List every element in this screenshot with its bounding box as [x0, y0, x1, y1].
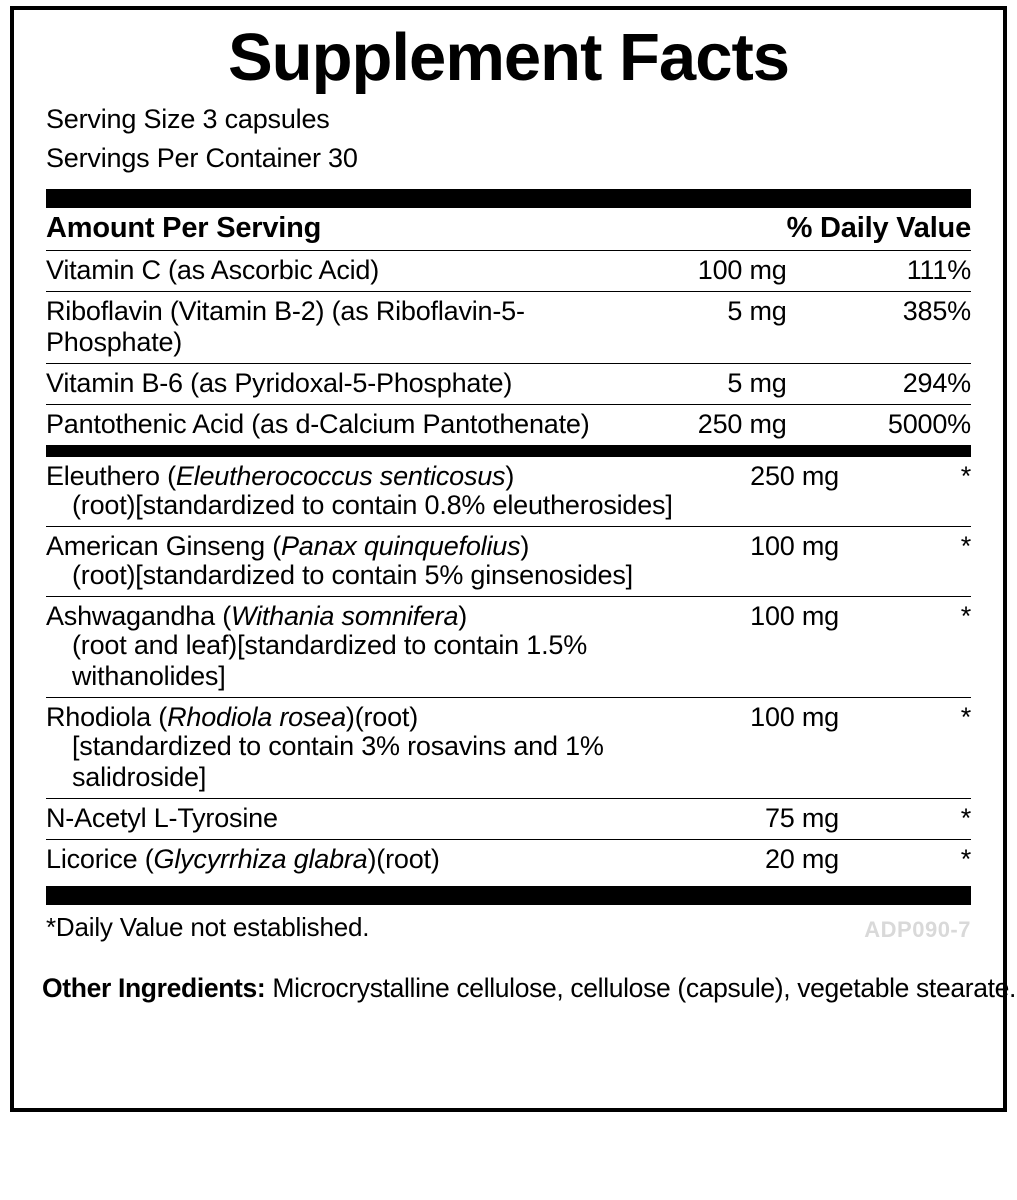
serving-size: Serving Size 3 capsules: [46, 104, 330, 135]
nutrient-amount: 5 mg: [637, 292, 787, 364]
table-row: [46, 364, 971, 405]
ingredient-name: [46, 597, 689, 698]
table-row: [46, 840, 971, 881]
ingredient-detail: (root)[standardized to contain 0.8% eleutherosides]: [72, 490, 673, 521]
ingredient-detail: [standardized to contain 3% rosavins and 1% salidroside]: [72, 731, 604, 793]
ingredient-latin-name: Eleutherococcus senticosus: [175, 461, 506, 492]
table-row: [46, 251, 971, 292]
ingredient-amount: 20 mg: [764, 844, 839, 875]
ingredient-dv: *: [839, 457, 971, 527]
ingredient-name: [46, 698, 689, 799]
ingredient-amount: 75 mg: [689, 799, 839, 840]
ingredient-amount: 250 mg: [689, 457, 839, 527]
ingredient-latin-name: Withania somnifera: [231, 601, 459, 632]
footnote-row: [46, 905, 971, 955]
product-code: ADP090-7: [864, 917, 971, 943]
herbal-table: [46, 457, 971, 880]
ingredient-dv: *: [839, 698, 971, 799]
nutrient-dv: 294%: [787, 364, 971, 405]
divider-thick-bottom: [46, 886, 971, 905]
table-row: [46, 292, 971, 364]
divider-thick-top: [46, 189, 971, 208]
nutrient-dv: 5000%: [887, 409, 971, 440]
ingredient-latin-name: Glycyrrhiza glabra: [153, 844, 368, 875]
ingredient-name-pre: Licorice (: [46, 844, 154, 875]
table-row: [46, 597, 971, 698]
ingredient-detail: (root)[standardized to contain 5% ginsenosides]: [72, 560, 633, 591]
ingredient-amount: 100 mg: [689, 527, 839, 597]
ingredient-name-pre: American Ginseng (: [46, 531, 281, 562]
ingredient-name-post: ): [520, 531, 530, 562]
ingredient-name: N-Acetyl L-Tyrosine: [46, 799, 689, 840]
ingredient-detail: (root and leaf)[standardized to contain 1.5% withanolides]: [72, 630, 588, 692]
ingredient-name-pre: Eleuthero (: [46, 461, 176, 492]
header-daily-value: % Daily Value: [787, 208, 971, 251]
ingredient-latin-name: Rhodiola rosea: [167, 702, 346, 733]
table-row: [46, 457, 971, 527]
nutrient-name: Vitamin B-6 (as Pyridoxal-5-Phosphate): [46, 364, 637, 405]
table-row: [46, 698, 971, 799]
other-ingredients-text: Microcrystalline cellulose, cellulose (capsule), vegetable stearate.: [272, 973, 1016, 1004]
divider-thick-middle: [46, 445, 971, 457]
servings-per-container: Servings Per Container 30: [46, 142, 358, 173]
ingredient-latin-name: Panax quinquefolius: [281, 531, 521, 562]
nutrient-amount: 5 mg: [637, 364, 787, 405]
header-amount-spacer: [637, 208, 787, 251]
nutrient-name: Riboflavin (Vitamin B-2) (as Riboflavin-5-Phosphate): [46, 292, 637, 364]
other-ingredients: [28, 955, 1016, 1005]
ingredient-name: [46, 457, 689, 527]
nutrient-name: Vitamin C (as Ascorbic Acid): [46, 251, 637, 292]
table-row: [46, 527, 971, 597]
nutrition-table: [46, 208, 971, 445]
ingredient-name-pre: Ashwagandha (: [46, 601, 232, 632]
ingredient-name-post: ): [505, 461, 515, 492]
nutrient-amount: 250 mg: [697, 409, 787, 440]
daily-value-footnote: *Daily Value not established.: [46, 912, 370, 943]
other-ingredients-label: Other Ingredients:: [42, 973, 266, 1004]
nutrient-name: Pantothenic Acid (as d-Calcium Pantothenate): [46, 409, 590, 440]
ingredient-dv: *: [839, 799, 971, 840]
ingredient-amount: 100 mg: [689, 698, 839, 799]
nutrient-dv: 111%: [787, 251, 971, 292]
ingredient-amount: 100 mg: [689, 597, 839, 698]
ingredient-name: [46, 527, 689, 597]
nutrient-amount: 100 mg: [637, 251, 787, 292]
table-row: [46, 405, 971, 446]
ingredient-dv: *: [839, 597, 971, 698]
ingredient-name-post: ): [458, 601, 468, 632]
ingredient-dv: *: [839, 527, 971, 597]
nutrient-dv: 385%: [787, 292, 971, 364]
table-header-row: [46, 208, 971, 251]
ingredient-name-post: )(root): [367, 844, 440, 875]
table-row: [46, 799, 971, 840]
ingredient-dv: *: [960, 844, 971, 875]
ingredient-name: [46, 840, 689, 881]
ingredient-name-pre: Rhodiola (: [46, 702, 168, 733]
header-amount-per-serving: Amount Per Serving: [46, 208, 637, 251]
page-title: Supplement Facts: [227, 20, 790, 95]
ingredient-name-post: )(root): [345, 702, 419, 733]
